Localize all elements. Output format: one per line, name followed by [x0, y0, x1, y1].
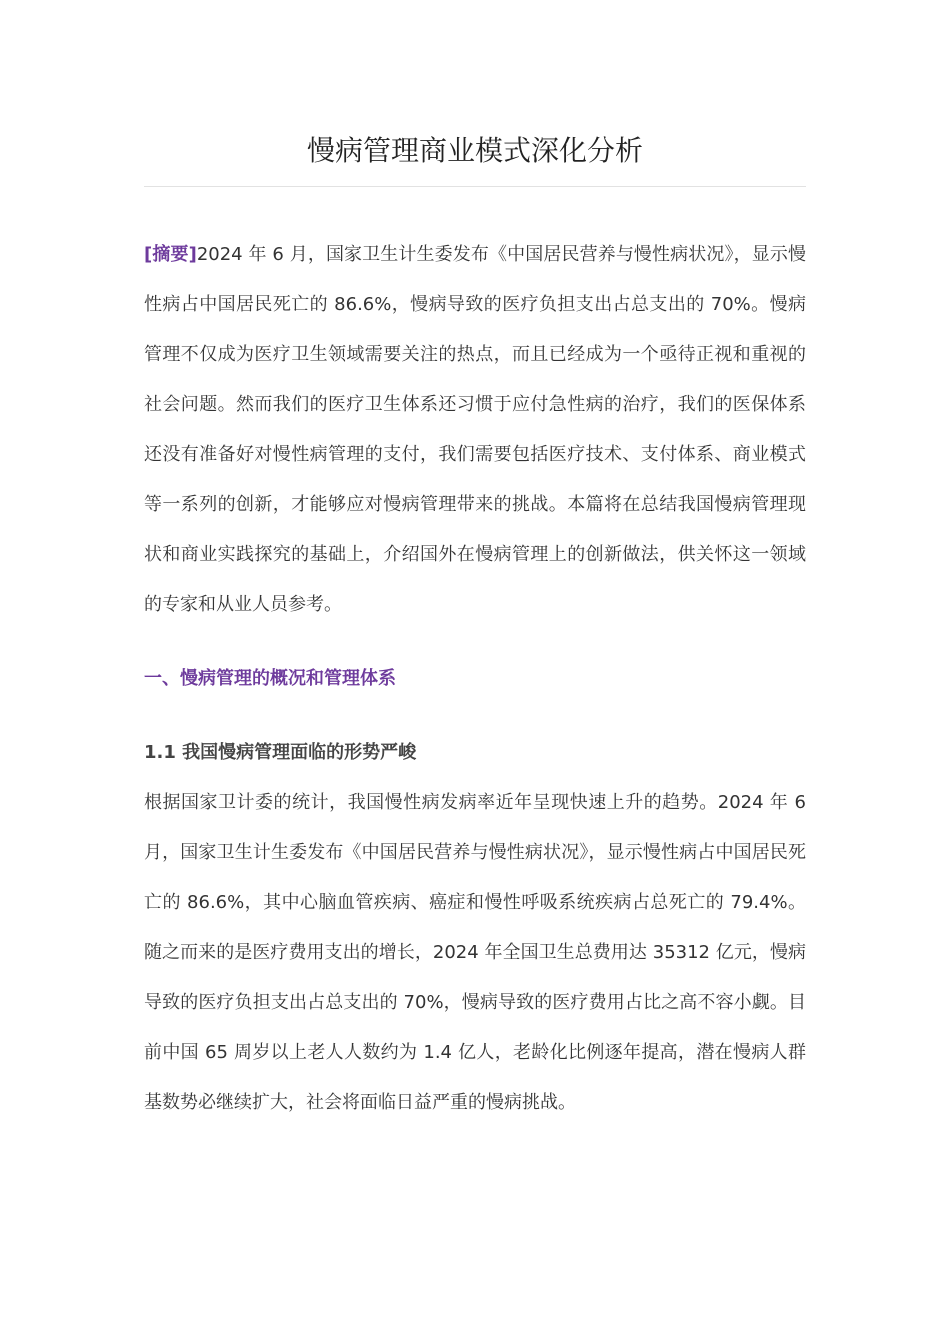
title-divider	[144, 186, 806, 187]
subsection-heading: 1.1 我国慢病管理面临的形势严峻	[144, 742, 417, 763]
abstract-paragraph	[144, 230, 806, 630]
abstract-tag: [摘要]	[144, 244, 197, 265]
subsection-paragraph: 根据国家卫计委的统计，我国慢性病发病率近年呈现快速上升的趋势。2024 年 6 月，国家卫生计生委发布《中国居民营养与慢性病状况》，显示慢性病占中国居民死亡的 86.6%，其中心脑血管疾病、癌症和慢性呼吸系统疾病占总死亡的 79.4%。随之而来的是医疗费用支出的增长，2024 年全国卫生总费用达 35312 亿元，慢病导致的医疗负担支出占总支出的 70%，慢病导致的医疗费用占比之高不容小觑。目前中国 65 周岁以上老人人数约为 1.4 亿人，老龄化比例逐年提高，潜在慢病人群基数势必继续扩大，社会将面临日益严重的慢病挑战。	[144, 792, 806, 1113]
section-heading: 一、慢病管理的概况和管理体系	[144, 668, 396, 689]
document-title: 慢病管理商业模式深化分析	[306, 134, 643, 167]
abstract-text: 2024 年 6 月，国家卫生计生委发布《中国居民营养与慢性病状况》，显示慢性病占中国居民死亡的 86.6%，慢病导致的医疗负担支出占总支出的 70%。慢病管理不仅成为医疗卫生领域需要关注的热点，而且已经成为一个亟待正视和重视的社会问题。然而我们的医疗卫生体系还习惯于应付急性病的治疗，我们的医保体系还没有准备好对慢性病管理的支付，我们需要包括医疗技术、支付体系、商业模式等一系列的创新，才能够应对慢病管理带来的挑战。本篇将在总结我国慢病管理现状和商业实践探究的基础上，介绍国外在慢病管理上的创新做法，供关怀这一领域的专家和从业人员参考。	[144, 244, 806, 615]
